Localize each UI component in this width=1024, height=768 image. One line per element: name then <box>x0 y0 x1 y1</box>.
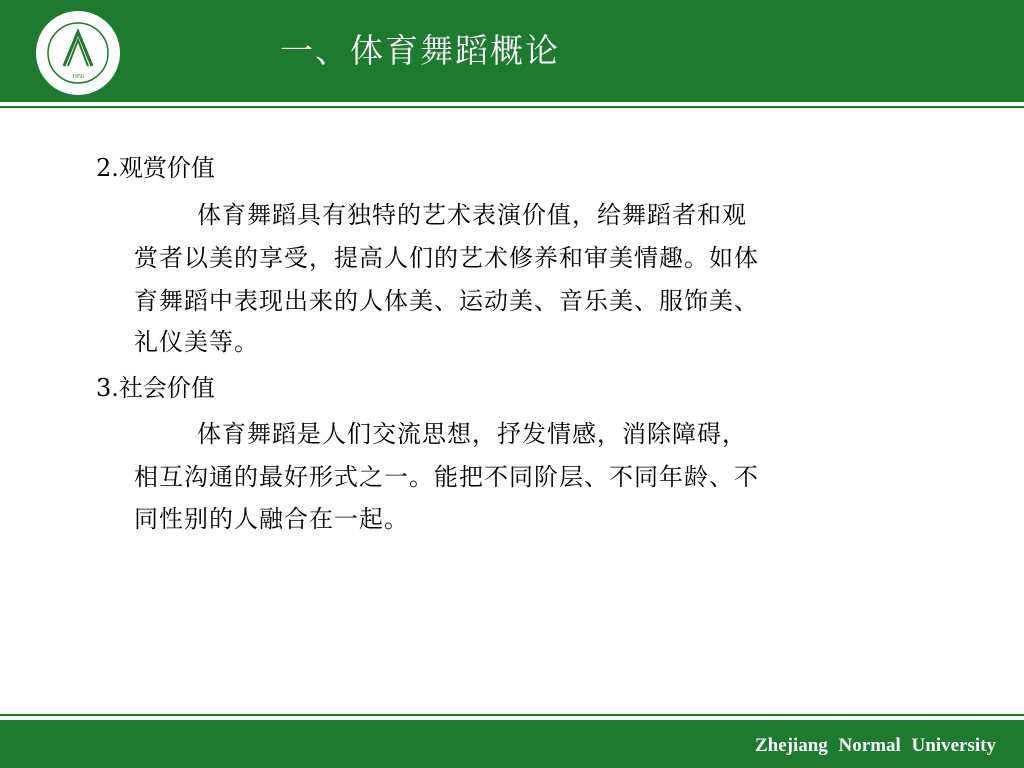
paragraph-line: 礼仪美等。 <box>134 328 259 356</box>
header-divider <box>0 106 1024 108</box>
university-logo <box>30 8 126 98</box>
footer-university-name: Zhejiang Normal University <box>754 735 996 756</box>
paragraph-line: 体育舞蹈是人们交流思想，抒发情感，消除障碍， <box>197 420 747 448</box>
section-heading-social: 3.社会价值 <box>96 374 215 402</box>
paragraph-line: 同性别的人融合在一起。 <box>134 505 409 533</box>
paragraph-line: 赏者以美的享受，提高人们的艺术修养和审美情趣。如体 <box>134 244 759 272</box>
paragraph-line: 相互沟通的最好形式之一。能把不同阶层、不同年龄、不 <box>134 463 759 491</box>
paragraph-line: 育舞蹈中表现出来的人体美、运动美、音乐美、服饰美、 <box>134 287 759 315</box>
section-heading-appreciation: 2.观赏价值 <box>96 154 215 182</box>
footer-divider <box>0 714 1024 716</box>
logo-year: 1956 <box>72 74 84 80</box>
paragraph-line: 体育舞蹈具有独特的艺术表演价值，给舞蹈者和观 <box>197 201 747 229</box>
page-title: 一、体育舞蹈概论 <box>280 31 560 70</box>
